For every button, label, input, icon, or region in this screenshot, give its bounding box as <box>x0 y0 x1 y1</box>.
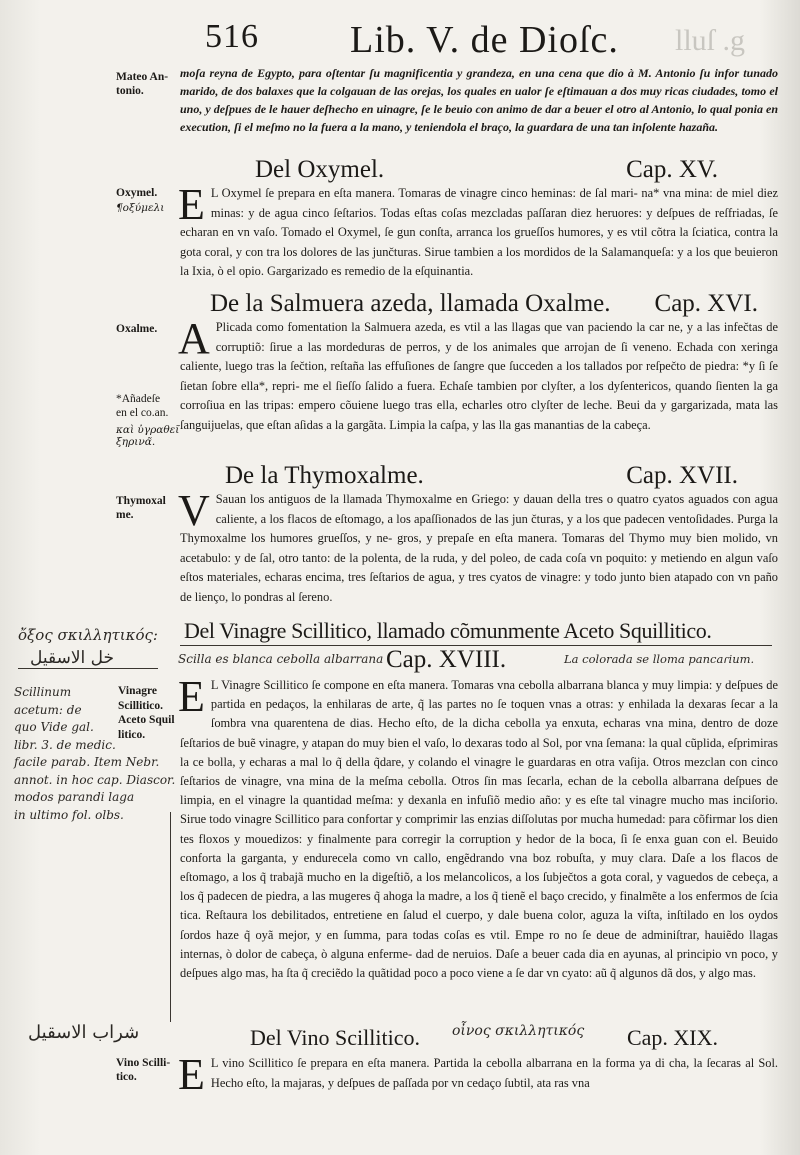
heading-title-oxalme: De la Salmuera azeda, llamada Oxalme. <box>210 290 611 317</box>
margin-greek-oxymel: ¶οξύμελι <box>116 202 165 214</box>
handwritten-brace <box>170 812 177 1022</box>
section-oxalme <box>178 314 778 436</box>
margin-note-anadese: *Añadeſe en el co.an. <box>116 393 169 419</box>
handwritten-colorada-note: La colorada se lloma pancaɾium. <box>564 652 755 666</box>
section-vinagre <box>178 672 778 983</box>
handwritten-scilla-note: Scilla es blanca cebolla albarrana <box>178 652 384 666</box>
text-vinagre: L Vinagre Scillitico ſe compone en eſta manera. Tomaras vna cebolla albarrana blanca y muy limpia: y deſpues de partida en pedaços, la enhilaras de arte, q̃ las partes no ſe toquen vnas a otras: y enhilada la dexaras ſecar a la ſombra vna quarentena de dias. Hecho eſto, de la dicha cebolla ya enxuta, echaras vna mina, dentro de doze ſeſtarios de buẽ vinagre, y atapan do muy bien el vaſo, lo dexaras todo al Sol, por vna ſemana: la qual cũplida, eſprimiras la ce bolla, y echaras a mal lo q̃ della q̃dare, y colando el vinagre le guardaras en otra vaſija. Otros mezclan con cinco ſeſtarios de vinagre, vna mina de la meſma cebolla. Otros ſin mas ſecarla, echan de la cebolla albarrana deſpues de limpia, en el vinagre la quantidad meſma: y dexanla en infuſiõ medio año: y es eſte tal vinagre mucho mas inciſorio. Sirue todo vinagre Scillitico para confortar y comprimir las enzias diſſolutas por mucha humedad: para cõfirmar los dien tes floxos y mouedizos: y finalmente para corregir la corruption y hedor de la boca, ſi ſe enxa guan con el. Beuido conforta la garganta, y endurecela como vn callo, engẽdrando vna boz robuſta, y muy clara. Daſe a los flacos de eſtomago, a los q̃ trabajã mucho en la digeſtiõ, a los melancolicos, a los ſubječtos a gota coral, y vaguedos de cebeça, a los q̃ padecen de piedra, a las mugeres q̃ ahoga la madre, a los q̃ tienẽ el baço crecido, y finalmẽte a los enfermos de ſcia tica. Reſtaura los debilitados, entretiene en ſalud el cuerpo, y dale buena color, aguza la viſta, inſtilado en los oydos ſordos haze q̃ oyã mejor, y en ſumma, para todas coſas es vtil. Empe ro no ſe deue de adminiſtrar, hauiẽdo llagas internas, ò dolor de cabeça, ò alguna enferme- dad de neruios. Daſe a beuer cada dia en ayunas, al principio vn poco, y deſpues algo mas, ha ſta q̃ creciẽdo la quãtidad poco a poco viene a ſe dar vn cyato: aũ q̃ algunos dã dos, y algo mas. <box>180 678 778 981</box>
handwritten-latin-notes: Scillinum acetum: de quo Vide gal. libr. 3. de medic. facile parab. Item Nebr. annot. in hoc cap. Diascor. modos parandi laga in ultimo fol. olbs. <box>14 685 176 822</box>
intro-text: moſa reyna de Egypto, para oſtentar ſu magnificentia y grandeza, en una cena que dio à M. Antonio ſu infor tunado marido, de dos balaxes que la colgauan de las orejas, los quales en ualor ſe eſtimauan a dos muy ricas ciudades, tomo el uno, y deſpues de le hauer deſhecho en uinagre, ſe le beuio con animo de dar a beuer el otro al Antonio, lo qual ponia en execution, ſi el meſmo no la fuera a la mano, y teniendola el braço, la guardara de una tan inſolente hazaña. <box>180 66 778 134</box>
heading-underline-vinagre <box>180 645 772 646</box>
margin-note-vinagre: Vinagre Scillitico. Aceto Squil litico. <box>118 685 175 741</box>
heading-oxymel <box>180 156 778 186</box>
page-header <box>205 18 780 62</box>
dropcap-thymoxalme: V <box>178 486 210 535</box>
dropcap-vino: E <box>178 1050 205 1099</box>
dropcap-oxalme: A <box>178 314 210 363</box>
heading-cap-xvi: Cap. XVI. <box>654 290 758 317</box>
dropcap-oxymel: E <box>178 180 205 229</box>
heading-title-vino: Del Vino Scillitico. <box>250 1025 420 1050</box>
heading-title-vinagre: Del Vinagre Scillitico, llamado cõmunmente Aceto Squillitico. <box>184 618 712 643</box>
section-oxymel <box>178 180 778 282</box>
text-vino: L vino Scillitico ſe prepara en eſta manera. Partida la cebolla albarrana en la forma ya di cha, la ſecaras al Sol. Hecho eſto, la majaras, y deſpues de paſſada por vn cedaço ſubtil, ata ras vna <box>210 1056 778 1090</box>
heading-cap-xv: Cap. XV. <box>626 156 718 183</box>
text-thymoxalme: Sauan los antiguos de la llamada Thymoxalme en Griego: y dauan della tres o quatro cyatos aguados con agua caliente, a los flacos de eſtomago, a los apaſſionados de las jun čturas, y a los que padecen ventoſidades. Purga la Thymoxalme los humores grueſſos, y ne- gros, y prepaſe en eſta manera. Tomaras del Thymo muy bien molido, vn acetabulo: y de ſal, otro tanto: de la polenta, de la ruda, y del poleo, de cada coſa vn poquito: y metiendo en algun vaſo eſtos materiales, echaras encima, tres ſeſtarios de agua, y tres cyatos de vinagre: y todo junto bien atapado con vn paño de lienço, lo pondras al ſereno. <box>180 492 778 604</box>
heading-cap-xix: Cap. XIX. <box>626 1025 718 1050</box>
heading-title-oxymel: Del Oxymel. <box>255 156 385 183</box>
heading-cap-xvii: Cap. XVII. <box>626 462 738 489</box>
margin-note-mateo: Mateo An- tonio. <box>116 71 169 97</box>
handwritten-greek-vino: οἶνος σκιλλητικός <box>452 1023 585 1039</box>
section-vino <box>178 1050 778 1099</box>
heading-vinagre <box>180 618 778 674</box>
margin-note-vino: Vino Scilli- tico. <box>116 1057 171 1083</box>
bleed-through-text: lluſ .g <box>675 24 746 57</box>
text-oxymel: L Oxymel ſe prepara en eſta manera. Tomaras de vinagre cinco heminas: de ſal mari- na* vna mina: de miel diez minas: y de agua cinco ſeſtarios. Todas eſtas coſas mezcladas paſſaran diez heruores: y deſpues de reſfriadas, ſe echaran en vn vaſo. Tomado el Oxymel, ſe gun conſta, arranca los grueſſos humores, y es vtil cõtra la ſciatica, contra la gota coral, y con tra los dolores de las junčturas. Sirue tambien a los mordidos de la Salamanqueſa: y a los que beuieron la Ixia, ò el opio. Gargarizado es remedio de la eſquinantia. <box>180 186 778 279</box>
handwritten-rule <box>18 668 158 669</box>
margin-note-oxalme: Oxalme. <box>116 323 158 335</box>
dropcap-vinagre: E <box>178 672 205 721</box>
heading-oxalme <box>180 290 778 320</box>
margin-greek-anadese: καὶ ὐγραθεῖ ξηρινα̃. <box>116 424 180 448</box>
heading-thymoxalme <box>180 462 778 492</box>
handwritten-arabic-note-2: شراب الاسقيل <box>28 1022 140 1043</box>
margin-note-thymoxalme: Thymoxal me. <box>116 495 166 521</box>
margin-note-oxymel: Oxymel. <box>116 187 158 199</box>
heading-vino <box>180 1025 778 1055</box>
text-oxalme: Plicada como fomentation la Salmuera azeda, es vtil a las llagas que van paciendo la car ne, y a las infečtas de corruptiõ: ſirue a las mordeduras de perros, y de los animales que arrojan de ſi veneno. Echada con xeringa caliente, luego tras la ſečtion, reſtaña las effuſiones de ſangre que ſucceden a los tallados por reſpečto de piedra: *y ſi ſe ſietan ſobre ella*, repri- me el ſieſſo ſalido a fuera. Echaſe tambien por clyſter, a los dyſentericos, quando ſienten la ga corroſiua en las tripas: empero cõuiene luego tras ella, echarles otro clyſter de leche. Beui da y gargarizada, mata las ſanguijuelas, que eſtan aſidas a la gargãta. Limpia la caſpa, y las lla gas manantias de la cabeça. <box>180 320 778 432</box>
heading-title-thymoxalme: De la Thymoxalme. <box>225 462 424 489</box>
handwritten-greek-oximel: ὄξος σκιλλητικός: <box>18 626 158 644</box>
section-thymoxalme <box>178 486 778 608</box>
running-title: Lib. V. de Dioſc. <box>350 19 619 61</box>
heading-cap-xviii: Cap. XVIII. <box>386 646 507 673</box>
page-number: 516 <box>205 18 259 55</box>
handwritten-arabic-note-1: خل الاسقيل <box>30 648 115 668</box>
intro-block <box>180 64 778 136</box>
